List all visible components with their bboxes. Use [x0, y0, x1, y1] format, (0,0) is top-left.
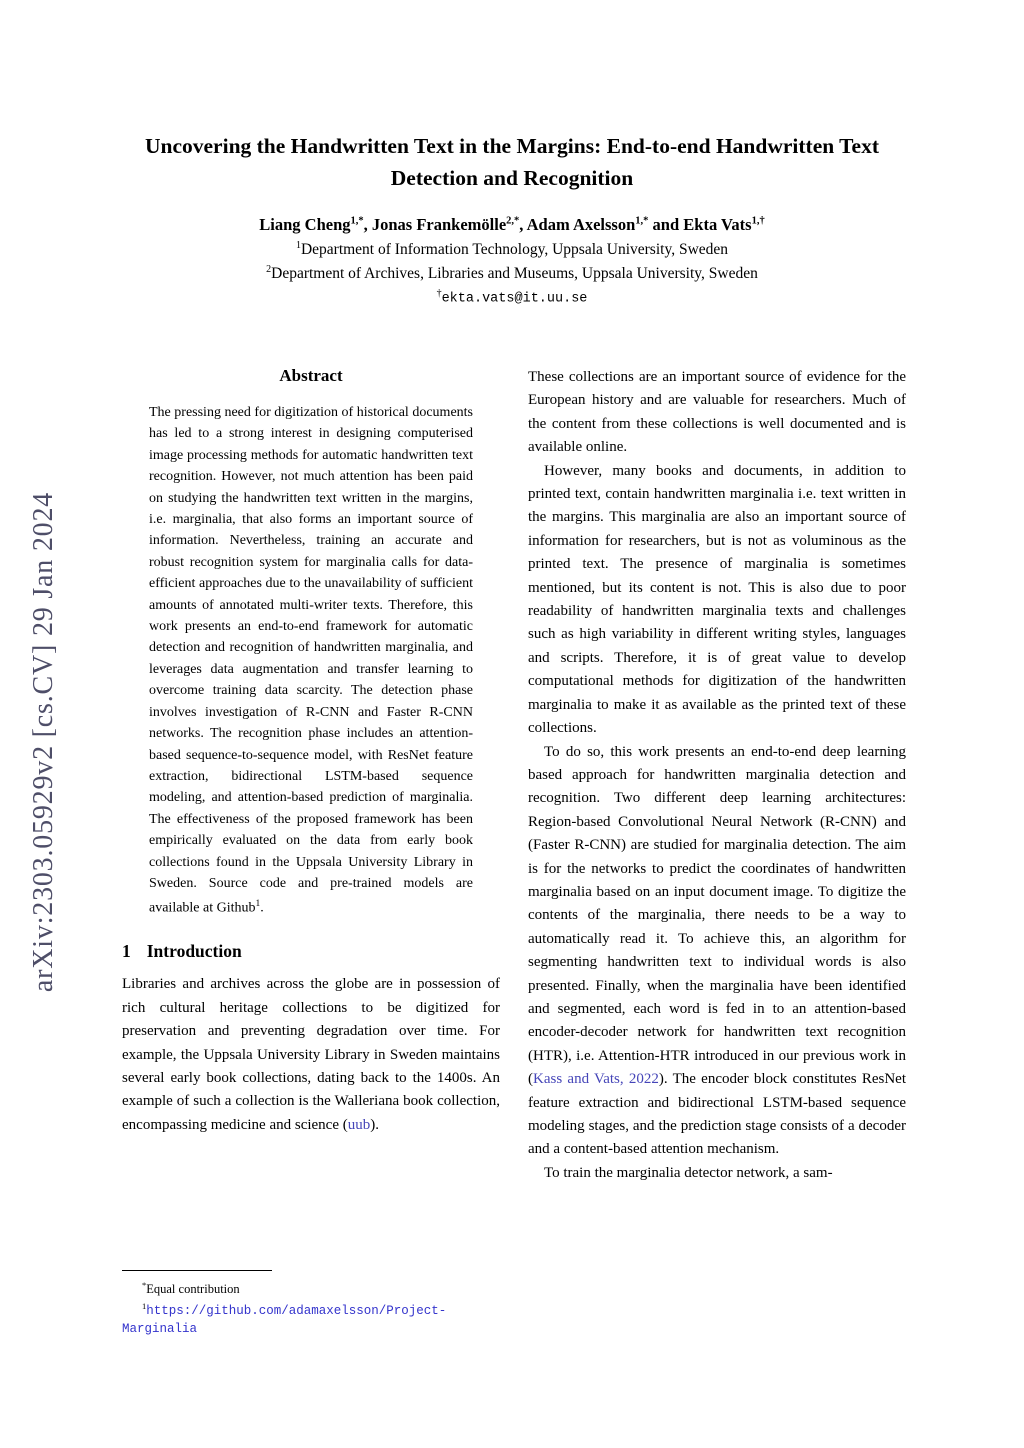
body-paragraph: These collections are an important source of evidence for the European history and are valuable for researchers. Much of the content from these collections is well documented and is available online. [528, 369, 906, 456]
body-paragraph: However, many books and documents, in addition to printed text, contain handwritten marginalia i.e. text written in the margins. This marginalia are also an important source of information for researchers, but is not as voluminous as the printed text. The presence of marginalia is sometimes mentioned, but its content is not. This is also due to poor readability of handwritten marginalia texts and challenges such as high variability in different writing styles, languages and scripts. Therefore, it is of great value to develop computational methods for digitization of the handwritten marginalia to make it as available as the printed text of these collections. [528, 462, 906, 737]
authors-line [112, 215, 912, 235]
author-affiliation-marker: 2,* [506, 215, 520, 226]
email-marker: † [436, 287, 442, 299]
left-column [122, 366, 500, 1338]
body-text-end: ). The encoder block constitutes ResNet feature extraction and bidirectional LSTM-based sequence modeling stages, and the prediction stage consists of a decoder and a content-based attention mechanism. [528, 1071, 907, 1158]
contact-email: ekta.vats@it.uu.se [441, 291, 588, 307]
github-url-link[interactable]: https://github.com/adamaxelsson/Project-Marginalia [122, 1304, 447, 1337]
intro-text-end: ). [370, 1116, 379, 1133]
abstract-text-end: . [260, 901, 264, 916]
author-separator: , [363, 214, 372, 234]
author-affiliation-marker: 1,* [350, 215, 364, 226]
section-heading-introduction [122, 941, 500, 962]
body-paragraph: To train the marginalia detector network, a sam- [544, 1164, 833, 1181]
section-title: Introduction [146, 941, 242, 962]
footnote-rule [122, 1270, 272, 1271]
footnote-marker: 1 [255, 899, 261, 910]
author-separator: , [519, 214, 527, 234]
affiliation-text: Department of Archives, Libraries and Museums, Uppsala University, Sweden [271, 264, 758, 282]
author-name: Liang Cheng [259, 214, 351, 234]
footnote-marker: * [142, 1280, 147, 1291]
abstract-heading: Abstract [279, 366, 343, 385]
footnote-marker: 1 [142, 1301, 147, 1312]
uub-citation-link[interactable]: uub [347, 1116, 371, 1133]
abstract-text: The pressing need for digitization of historical documents has led to a strong interest in designing computerised image processing methods for automatic handwritten text recognition. However, not much attention has been paid on studying the handwritten text written in the margins, i.e. marginalia, that also forms an important source of information. Nevertheless, training an accurate and robust recognition system for marginalia calls for data-efficient approaches due to the unavailability of sufficient amounts of annotated multi-writer texts. Therefore, this work presents an end-to-end framework for automatic detection and recognition of handwritten marginalia, and leverages data augmentation and transfer learning to overcome training data scarcity. The detection phase involves investigation of R-CNN and Faster R-CNN networks. The recognition phase includes an attention-based sequence-to-sequence model, with ResNet feature extraction, bidirectional LSTM-based sequence modeling, and attention-based prediction of marginalia. The effectiveness of the proposed framework has been empirically evaluated on the data from early book collections found in the Uppsala University Library in Sweden. Source code and pre-trained models are available at Github [149, 405, 473, 916]
author-name: Adam Axelsson [526, 214, 636, 234]
body-paragraph [528, 741, 906, 1162]
footnote-github [122, 1298, 500, 1338]
right-column [528, 366, 906, 1338]
author-affiliation-marker: 1,† [751, 215, 765, 226]
kass-vats-citation-link[interactable]: Kass and Vats, 2022 [533, 1071, 659, 1088]
footnote-equal-contribution [122, 1277, 500, 1298]
affiliation-marker: 1 [295, 239, 301, 251]
footnotes [122, 1270, 500, 1338]
author-separator: and [648, 214, 684, 234]
body-text: To do so, this work presents an end-to-end deep learning based approach for handwritten marginalia detection and recognition. Two different deep learning architectures: Region-based Convolutional Neural Network (R-CNN) and (Faster R-CNN) are studied for marginalia detection. The aim is for the networks to predict the coordinates of handwritten marginalia based on an input document image. To digitize the contents of the marginalia, there needs to be a way to automatically read it. To achieve this, an algorithm for segmenting handwritten text to individual words is also presented. Finally, when the marginalia have been identified and segmented, each word is fed in to an attention-based encoder-decoder network for handwritten text recognition (HTR), i.e. Attention-HTR introduced in our previous work in ( [528, 743, 906, 1088]
arxiv-watermark: arXiv:2303.05929v2 [cs.CV] 29 Jan 2024 [28, 491, 59, 993]
section-number: 1 [122, 941, 131, 962]
intro-paragraph [122, 973, 500, 1137]
affiliation-line [112, 264, 912, 283]
two-column-body [122, 366, 906, 1338]
affiliation-line [112, 240, 912, 259]
author-affiliation-marker: 1,* [635, 215, 649, 226]
abstract-paragraph [149, 402, 473, 919]
intro-text: Libraries and archives across the globe are in possession of rich cultural heritage collections to be digitized for preservation and preventing degradation over time. For example, the Uppsala University Library in Sweden maintains several early book collections, dating back to the 1400s. An example of such a collection is the Walleriana book collection, encompassing medicine and science ( [122, 976, 500, 1133]
affiliation-text: Department of Information Technology, Uppsala University, Sweden [300, 240, 729, 258]
author-name: Jonas Frankemölle [371, 214, 507, 234]
paper-title: Uncovering the Handwritten Text in the Margins: End-to-end Handwritten Text Detection and Recognition [144, 134, 879, 191]
contact-email-line [112, 288, 912, 307]
affiliation-marker: 2 [266, 263, 272, 275]
footnote-text: Equal contribution [146, 1282, 240, 1297]
author-name: Ekta Vats [683, 214, 752, 234]
title-block [112, 130, 912, 306]
